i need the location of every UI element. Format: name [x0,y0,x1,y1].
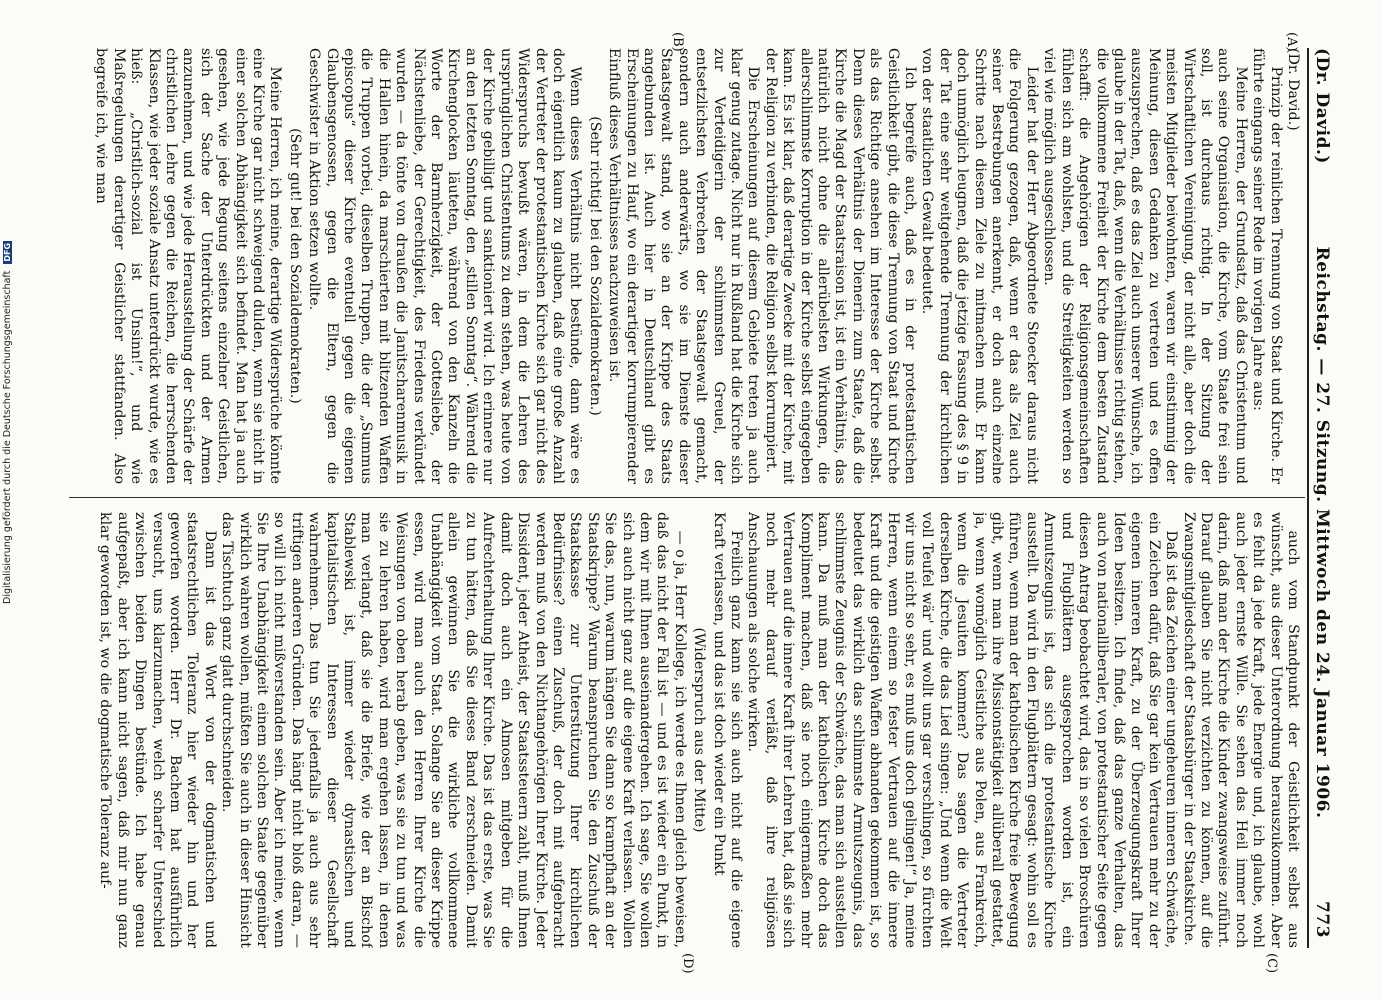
speaker-label: (Dr. David.) [1285,48,1301,131]
dfg-logo: DFG [3,242,12,262]
paragraph: Meine Herren, der Grundsatz, daß das Christentum und auch seine Organisation, die Kirche, vom Staate frei sein soll, ist durchaus richtig. In der Sitzung der Wirtschaftlichen Vereinigung, der nicht alle, aber doch die meisten Mitglieder beiwohnten, waren wir einstimmig der Meinung, diesen Gedanken zu vertreten und es offen auszusprechen, daß es das Ziel auch unserer Wünsche, ich glaube in der Tat, daß, wenn die Verhältnisse richtig stehen, die vollkommene Freiheit der Kirche dem besten Zustand schafft: die Angehörigen der Religionsgemeinschaften fühlen sich am wohlsten, und die Streitigkeiten werden so viel wie möglich ausgeschlossen. [1041,48,1249,484]
page-number: 773 [1312,901,1332,938]
margin-mark-b: (B) [670,32,685,52]
paragraph: Wenn dieses Verhältnis nicht bestünde, dann wäre es doch eigentlich kaum zu glauben, daß eine große Anzahl der Vertreter der protestantischen Kirche sich gar nicht des Widerspruchs bewußt wären, in dem die Lehren des ursprünglichen Christentums zu dem stehen, was heute von der Kirche gebilligt und sanktioniert wird. Ich erinnere nur an den letzten Sonntag, den „stillen Sonntag“. Während die Kirchenglocken läuteten, während von den Kanzeln die Worte der Barmherzigkeit, der Gottesliebe, der Nächstenliebe, der Gerechtigkeit, des Friedens verkündet wurden — da tönte von draußen die Janitscharenmusik in die Hallen hinein, da marschierten mit blitzenden Waffen die Truppen vorbei, dieselben Truppen, die der „Summus episcopus“ dieser Kirche eventuell gegen die eigenen Glaubensgenossen, gegen die Eltern, gegen die Geschwister in Aktion setzen wollte. [306,48,584,484]
paragraph: — o ja, Herr Kollege, ich werde es Ihnen gleich beweisen, daß das nicht der Fall ist — und es ist wieder ein Punkt, in dem wir mit Ihnen auseinandergehen. Ich sage, Sie wollen sich auch nicht ganz auf die eigene Kraft verlassen. Wollen Sie das, nun, warum hängen Sie dann so krampfhaft an der Staatskrippe? Warum beanspruchen Sie den Zuschuß der Staatskasse zur Unterstützung Ihrer kirchlichen Bedürfnisse? einen Zuschuß, der doch mit aufgebracht werden muß von den Nichtangehörigen Ihrer Kirche. Jeder Dissident, jeder Atheist, der Staatssteuern zahlt, muß Ihnen damit doch auch ein Almosen mitgeben für die Aufrechterhaltung Ihrer Kirche. Das ist das erste, was Sie zu tun hätten, daß Sie dieses Band zerschneiden. Damit allein gewinnen Sie die wirkliche vollkommene Unabhängigkeit vom Staat. Solange Sie an dieser Krippe essen, wird man auch den Herren Ihrer Kirche die Weisungen von oben herab geben, was sie zu tun und was sie zu lehren haben, wird man ergehen lassen, in denen man verlangt, daß sie die Briefe, wie der an Bischof Stablewski ist, immer wieder dynastischen und kapitalistischen Interessen dieser Gesellschaft wahrnehmen. Das tun Sie jedenfalls ja auch aus sehr triftigen anderen Gründen. Das hängt nicht bloß daran, — so will ich nicht mißverstanden sein. Aber ich meine, wenn Sie Ihre Unabhängigkeit einem solchen Staate gegenüber wirklich wahren wollen, müßten Sie auch in dieser Hinsicht das Tischtuch ganz glatt durchschneiden. [219,512,688,948]
paragraph: Daß ist das Zeichen einer ungeheuren inneren Schwäche, ein Zeichen dafür, daß Sie gar kein Vertrauen mehr zu der eigenen inneren Kraft, zu der Überzeugungskraft Ihrer Ideen besitzen. Ich finde, daß das ganze Verhalten, das auch von nationalliberaler, von protestantischer Seite gegen diesen Antrag beobachtet wird, das in so vielen Broschüren und Flugblättern ausgesprochen worden ist, ein Armutszeugnis ist, das sich die protestantische Kirche ausstellt. Da wird in den Flugblättern gesagt: wohin soll es führen, wenn man der katholischen Kirche freie Bewegung gibt, wenn man ihre Missionstätigkeit allüberall gestattet, ja, wenn womöglich Geistliche aus Polen, aus Frankreich, wenn die Jesuiten kommen? Das sagen die Vertreter derselben Kirche, die das Lied singen: „Und wenn die Welt voll Teufel wär' und wollt uns gar verschlingen, so fürchten wir uns nicht so sehr, es muß uns doch gelingen!“ Ja, meine Herren, wenn einem so fester Vertrauen auf die innere Kraft und die geistigen Waffen abhanden gekommen ist, so bedeutet das wirklich das schlimmste Armutszeugnis, das schlimmste Zeugnis der Schwäche, das man sich ausstellen kann. Da muß man der katholischen Kirche doch das Kompliment machen, daß sie noch einigermaßen mehr Vertrauen auf die innere Kraft ihrer Lehren hat, daß sie sich noch mehr darauf verläßt, daß ihre religiösen Anschauungen als solche wirken. [745,512,1180,948]
paragraph: Leider hat der Herr Abgeordnete Stoecker daraus nicht die Folgerung gezogen, daß, wenn er das als Ziel auch seiner Bestrebungen anerkennt, er doch auch einzelne Schritte nach diesem Ziele zu mitmachen muß. Er kann doch unmöglich leugnen, daß die jetzige Fassung des § 9 in der Tat eine sehr weitgehende Trennung der kirchlichen von der staatlichen Gewalt bedeutet. [919,48,1040,484]
paragraph: Die Erscheinungen auf diesem Gebiete treten ja auch klar genug zutage. Nicht nur in Rußland hat die Kirche sich zur Verteidigerin der schlimmsten Greuel, der entsetzlichsten Verbrechen der Staatsgewalt gemacht, sondern auch anderwärts, wo sie im Dienste dieser Staatsgewalt stand, wo sie an der Krippe des Staats angebunden ist. Auch hier in Deutschland gibt es Erscheinungen zu Hauf, wo ein derartiger korrumpierender Einfluß dieses Verhältnisses nachzuweisen ist. [606,48,762,484]
header-speaker: (Dr. David.) [1312,48,1332,164]
right-column [71,512,1301,948]
paragraph: Prinzip der reinlichen Trennung von Staat und Kirche. Er führte eingangs seiner Rede im vorigen Jahre aus: [1250,48,1284,484]
page-title: Reichstag. — 27. Sitzung. Mittwoch den 24. Januar 1906. [1312,246,1332,819]
margin-mark-c: (C) [1264,953,1279,974]
paragraph: Ich begreife auch, daß es in der protestantischen Geistlichkeit gibt, die diese Trennung von Staat und Kirche als das Richtige ansehen im Interesse der Kirche selbst. Denn dieses Verhältnis der Dienerin zum Staate, daß die Kirche die Magd der Staatsraison ist, ist ein Verhältnis, das natürlich nicht ohne die allerübelsten Wirkungen, die allerschlimmste Korruption in der Kirche selbst eingegeben kann. Es ist klar, daß derartige Zwecke mit der Kirche, mit der Religion zu verbinden, die Religion selbst korrumpiert. [762,48,919,484]
paragraph: auch vom Standpunkt der Geistlichkeit selbst aus wünscht, aus dieser Unterordnung herauszukommen. Aber es fehlt da jede Kraft, jede Energie und, ich glaube, wohl auch jeder ernste Wille. Sie sehen das Heil immer noch darin, daß man der Kirche die Kinder zwangsweise zuführt. Darauf glauben Sie nicht verzichten zu können, auf die Zwangsmitgliedschaft der Staatsbürger in der Staatskirche. [1180,512,1301,948]
digitization-text: Digitalisierung gefördert durch die Deutsche Forschungsgemeinschaft [2,270,13,604]
digitization-note [2,0,16,604]
stage-direction: (Sehr gut! bei den Sozialdemokraten.) [286,128,303,404]
margin-mark-a: (A) [1284,32,1299,52]
stage-direction: (Widerspruch aus der Mitte) [691,627,708,833]
paragraph: Freilich ganz kann sie sich auch nicht auf die eigene Kraft verlassen, und das ist doch wieder ein Punkt [710,512,744,948]
paragraph: Meine Herren, ich meine, derartige Widersprüche könnte eine Kirche gar nicht schweigend dulden, wenn sie nicht in einer solchen Abhängigkeit sich befindet. Man hat ja auch gesehen, wie jede Regung seitens einzelner Geistlichen, sich der Sache der Unterdrückten und der Armen anzunehmen, und wie jede Herausstellung der Schärfe der christlichen Lehre gegen die Reichen, die herrschenden Klassen, wie jeder soziale Ansatz unterdrückt wurde, wie es hieß: „Christlich-sozial ist Unsinn!“, und wie Maßregelungen derartiger Geistlicher stattfanden. Also begreife ich, wie man [93,48,284,484]
stage-direction: (Sehr richtig! bei den Sozialdemokraten.) [586,116,603,416]
paragraph: Dann ist das Wort von der dogmatischen und staatsrechtlichen Toleranz hier wieder hin und her geworfen worden. Herr Dr. Bachem hat ausführlich versucht, uns klarzumachen, welch scharfer Unterschied zwischen beiden Dingen bestünde. Ich habe genau aufgepaßt, aber ich kann nicht sagen, daß mir nun ganz klar geworden ist, wo die dogmatische Toleranz auf- [97,512,218,948]
column-divider [69,497,1305,498]
margin-mark-d: (D) [680,953,695,974]
page-header [1307,48,1335,948]
left-column [71,48,1301,484]
document-page [60,32,1335,974]
